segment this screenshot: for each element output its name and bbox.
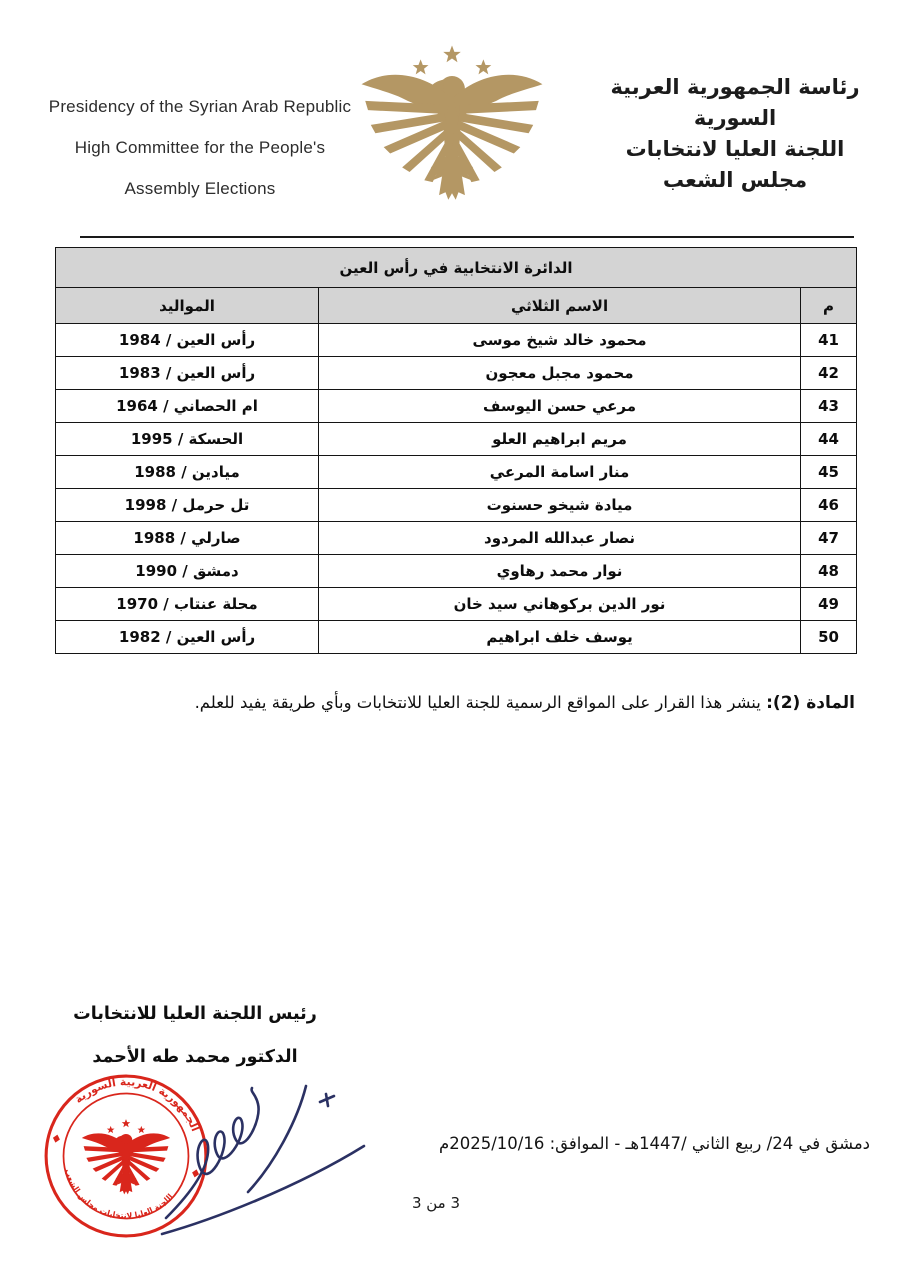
table-row [56,456,857,489]
row-name: مرعي حسن اليوسف [319,390,801,423]
row-birth: ام الحصاني / 1964 [56,390,319,423]
table-title-row [56,248,857,288]
table-row [56,324,857,357]
golden-eagle-emblem-icon [350,40,554,220]
row-birth: رأس العين / 1983 [56,357,319,390]
row-number: 45 [801,456,857,489]
stamp-left-diamond-icon [52,1134,61,1144]
row-name: نوار محمد رهاوي [319,555,801,588]
row-birth: دمشق / 1990 [56,555,319,588]
row-birth: رأس العين / 1984 [56,324,319,357]
row-number: 43 [801,390,857,423]
article-2-text [54,690,855,716]
row-name: نصار عبدالله المردود [319,522,801,555]
header-english [48,86,352,209]
col-header-number: م [801,288,857,324]
header-arabic-line2: اللجنة العليا لانتخابات [625,137,845,161]
article-2-label: المادة (2): [766,693,855,713]
row-name: مريم ابراهيم العلو [319,423,801,456]
row-number: 46 [801,489,857,522]
table-row [56,423,857,456]
row-birth: صارلي / 1988 [56,522,319,555]
date-line: دمشق في 24/ ربيع الثاني /1447هـ - الموافق: 2025/10/16م [439,1134,870,1153]
table-row [56,555,857,588]
row-number: 42 [801,357,857,390]
header-arabic [570,72,900,196]
row-name: منار اسامة المرعي [319,456,801,489]
col-header-birth: المواليد [56,288,319,324]
row-number: 47 [801,522,857,555]
table-row [56,390,857,423]
signature-block [64,1004,326,1067]
handwritten-signature [148,1080,380,1258]
header-divider [80,236,854,238]
header-arabic-line1: رئاسة الجمهورية العربية السورية [610,75,860,130]
row-birth: محلة عنتاب / 1970 [56,588,319,621]
table-title: الدائرة الانتخابية في رأس العين [56,248,857,288]
table-row [56,357,857,390]
row-name: محمود خالد شيخ موسى [319,324,801,357]
page-number: 3 من 3 [411,1194,461,1212]
header-english-line2: High Committee for the People's [74,138,326,157]
article-2-body: ينشر هذا القرار على المواقع الرسمية للجنة العليا للانتخابات وبأي طريقة يفيد للعلم. [194,693,767,712]
table-row [56,522,857,555]
row-name: يوسف خلف ابراهيم [319,621,801,654]
header-english-line1: Presidency of the Syrian Arab Republic [48,97,352,116]
row-birth: ميادين / 1988 [56,456,319,489]
row-number: 49 [801,588,857,621]
row-birth: رأس العين / 1982 [56,621,319,654]
row-name: نور الدين بركوهاني سيد خان [319,588,801,621]
row-number: 44 [801,423,857,456]
stamp-top-text: الجمهورية العربية السورية [72,1075,202,1134]
col-header-name: الاسم الثلاثي [319,288,801,324]
row-number: 50 [801,621,857,654]
stamp-bottom-text: اللجنة العليا لانتخابات مجلس الشعب [63,1167,175,1221]
row-name: ميادة شيخو حسنوت [319,489,801,522]
candidates-table [55,247,857,654]
header-arabic-line3: مجلس الشعب [662,168,808,192]
row-birth: تل حرمل / 1998 [56,489,319,522]
row-name: محمود مجبل معجون [319,357,801,390]
table-row [56,489,857,522]
table-row [56,588,857,621]
signatory-name: الدكتور محمد طه الأحمد [92,1047,298,1067]
header-english-line3: Assembly Elections [124,179,276,198]
table-row [56,621,857,654]
row-number: 48 [801,555,857,588]
row-number: 41 [801,324,857,357]
signatory-title: رئيس اللجنة العليا للانتخابات [73,1004,317,1024]
table-header-row [56,288,857,324]
row-birth: الحسكة / 1995 [56,423,319,456]
